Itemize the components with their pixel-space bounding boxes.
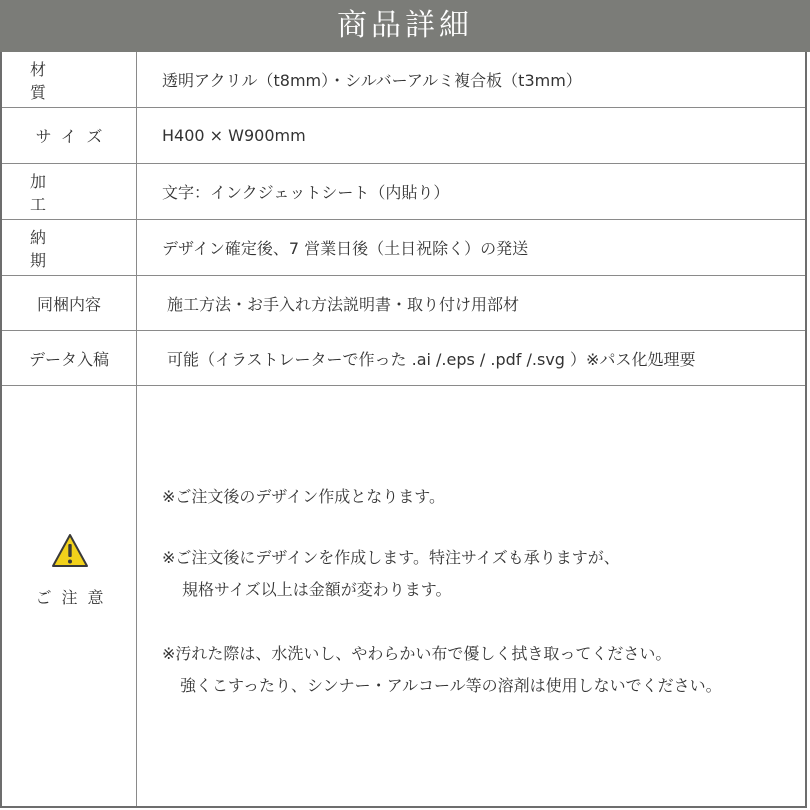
- row-label-delivery: 納 期: [2, 220, 137, 275]
- note-line: 強くこすったり、シンナー・アルコール等の溶剤は使用しないでください。: [180, 676, 722, 695]
- table-row-delivery: [2, 220, 805, 276]
- note-line: ※汚れた際は、水洗いし、やわらかい布で優しく拭き取ってください。: [162, 644, 672, 663]
- row-value-delivery: デザイン確定後、7 営業日後（土日祝除く）の発送: [162, 239, 529, 258]
- row-value-processing: 文字：インクジェットシート（内貼り）: [162, 183, 450, 202]
- table-row-processing: [2, 164, 805, 220]
- notes-label: ご注意: [35, 588, 114, 607]
- table-row-size: [2, 108, 805, 164]
- note-line: 規格サイズ以上は金額が変わります。: [182, 580, 452, 599]
- row-label-data-submission: データ入稿: [2, 331, 137, 385]
- table-row-contents: [2, 276, 805, 331]
- note-line: ※ご注文後にデザインを作成します。特注サイズも承りますが、: [162, 548, 620, 567]
- row-value-size: H400 × W900mm: [162, 126, 306, 145]
- table-row-material: [2, 52, 805, 108]
- table-row-data-submission: [2, 331, 805, 386]
- notes-label-cell: [2, 386, 137, 806]
- row-label-contents: 同梱内容: [2, 276, 137, 330]
- row-value-data-submission: 可能（イラストレーターで作った .ai /.eps / .pdf /.svg ）※パス化処理要: [167, 349, 696, 369]
- row-value-material: 透明アクリル（t8mm）・シルバーアルミ複合板（t3mm）: [162, 71, 582, 90]
- warning-icon: [51, 533, 89, 569]
- row-label-size: サイズ: [2, 108, 137, 163]
- row-label-processing: 加 工: [2, 164, 137, 219]
- product-detail-table: [0, 52, 807, 808]
- row-label-material: 材 質: [2, 52, 137, 107]
- note-line: ※ご注文後のデザイン作成となります。: [162, 487, 446, 506]
- table-row-notes: [2, 386, 805, 806]
- row-value-contents: 施工方法・お手入れ方法説明書・取り付け用部材: [167, 294, 520, 314]
- page-title: 商品詳細: [0, 0, 810, 52]
